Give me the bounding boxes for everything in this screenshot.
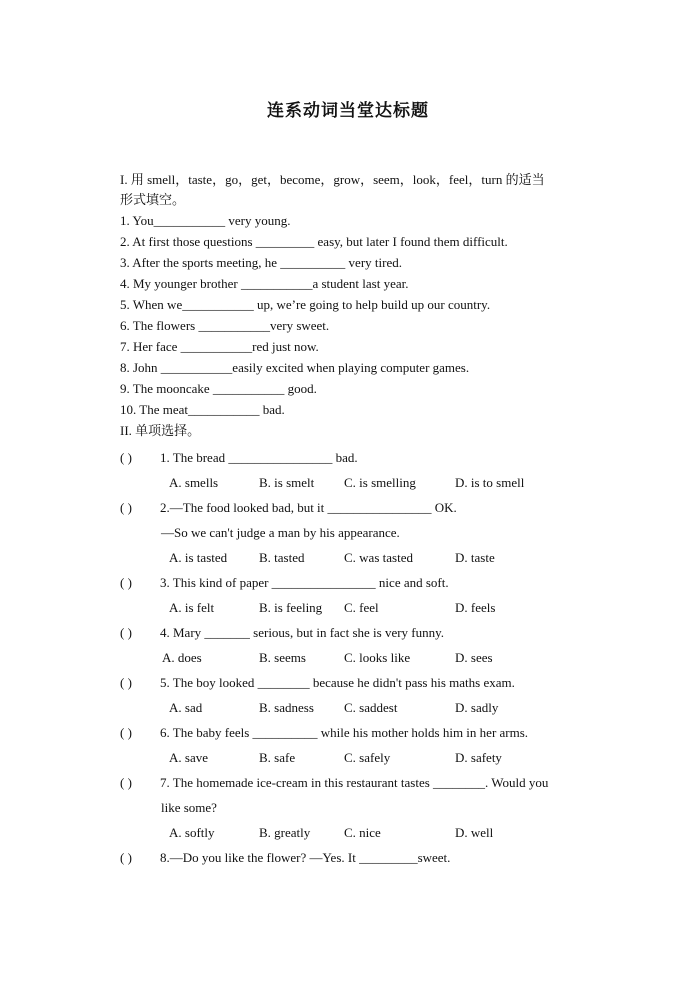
section-1-heading: I. 用 smell，taste，go，get，become，grow，seem，look，feel，turn 的适当 形式填空。	[120, 172, 545, 207]
section-2-heading: II. 单项选择。	[120, 423, 201, 438]
fill-item: 7. Her face ___________red just now.	[120, 339, 319, 354]
option-c: C. looks like	[344, 650, 411, 665]
question-text: 4. Mary _______ serious, but in fact she is very funny.	[160, 625, 445, 640]
options-3	[120, 595, 590, 620]
worksheet	[120, 170, 590, 870]
option-b: B. greatly	[259, 825, 311, 840]
option-c: C. was tasted	[344, 550, 413, 565]
question-1	[120, 445, 590, 470]
answer-bracket: ( )	[120, 575, 132, 590]
question-text: 5. The boy looked ________ because he didn't pass his maths exam.	[160, 675, 515, 690]
question-7	[120, 770, 590, 795]
option-b: B. seems	[259, 650, 306, 665]
answer-bracket: ( )	[120, 625, 132, 640]
option-c: C. feel	[344, 600, 379, 615]
option-c: C. is smelling	[344, 475, 416, 490]
option-b: B. safe	[259, 750, 296, 765]
option-a: A. sad	[169, 700, 203, 715]
question-2	[120, 495, 590, 520]
question-text: 8.—Do you like the flower? —Yes. It _________sweet.	[160, 850, 451, 865]
option-d: D. safety	[455, 750, 502, 765]
option-a: A. does	[162, 650, 202, 665]
option-a: A. is felt	[169, 600, 215, 615]
fill-item: 4. My younger brother ___________a student last year.	[120, 276, 409, 291]
question-text: 6. The baby feels __________ while his mother holds him in her arms.	[160, 725, 529, 740]
fill-item: 1. You___________ very young.	[120, 213, 291, 228]
fill-item: 6. The flowers ___________very sweet.	[120, 318, 330, 333]
option-d: D. well	[455, 825, 494, 840]
option-c: C. saddest	[344, 700, 398, 715]
answer-bracket: ( )	[120, 675, 132, 690]
question-8	[120, 845, 590, 870]
question-text: 3. This kind of paper ________________ nice and soft.	[160, 575, 449, 590]
options-2	[120, 545, 590, 570]
fill-item: 2. At first those questions _________ easy, but later I found them difficult.	[120, 234, 508, 249]
page-title: 连系动词当堂达标题	[267, 101, 429, 121]
option-a: A. save	[169, 750, 208, 765]
option-a: A. softly	[169, 825, 215, 840]
option-b: B. tasted	[259, 550, 305, 565]
question-text: 7. The homemade ice-cream in this restaurant tastes ________. Would you	[160, 775, 549, 790]
question-5	[120, 670, 590, 695]
option-c: C. safely	[344, 750, 391, 765]
question-3	[120, 570, 590, 595]
option-b: B. is feeling	[259, 600, 323, 615]
option-d: D. sadly	[455, 700, 499, 715]
options-1	[120, 470, 590, 495]
option-d: D. is to smell	[455, 475, 525, 490]
option-d: D. sees	[455, 650, 493, 665]
answer-bracket: ( )	[120, 725, 132, 740]
options-5	[120, 695, 590, 720]
options-7	[120, 820, 590, 845]
fill-item: 9. The mooncake ___________ good.	[120, 381, 317, 396]
multiple-choice-list	[120, 445, 590, 870]
question-text: 2.—The food looked bad, but it ________________ OK.	[160, 500, 457, 515]
option-a: A. is tasted	[169, 550, 228, 565]
answer-bracket: ( )	[120, 450, 132, 465]
options-4	[120, 645, 590, 670]
fill-item: 10. The meat___________ bad.	[120, 402, 285, 417]
option-b: B. is smelt	[259, 475, 315, 490]
question-4	[120, 620, 590, 645]
question-6	[120, 720, 590, 745]
question-text: 1. The bread ________________ bad.	[160, 450, 358, 465]
fill-item: 3. After the sports meeting, he __________ very tired.	[120, 255, 402, 270]
option-a: A. smells	[169, 475, 219, 490]
answer-bracket: ( )	[120, 775, 132, 790]
option-c: C. nice	[344, 825, 381, 840]
fill-item: 8. John ___________easily excited when playing computer games.	[120, 360, 470, 375]
question-2-line-2: —So we can't judge a man by his appearance.	[161, 525, 400, 540]
question-7-line-2: like some?	[161, 800, 217, 815]
option-b: B. sadness	[259, 700, 314, 715]
fill-item: 5. When we___________ up, we’re going to help build up our country.	[120, 297, 491, 312]
answer-bracket: ( )	[120, 850, 132, 865]
options-6	[120, 745, 590, 770]
option-d: D. taste	[455, 550, 495, 565]
answer-bracket: ( )	[120, 500, 132, 515]
option-d: D. feels	[455, 600, 496, 615]
